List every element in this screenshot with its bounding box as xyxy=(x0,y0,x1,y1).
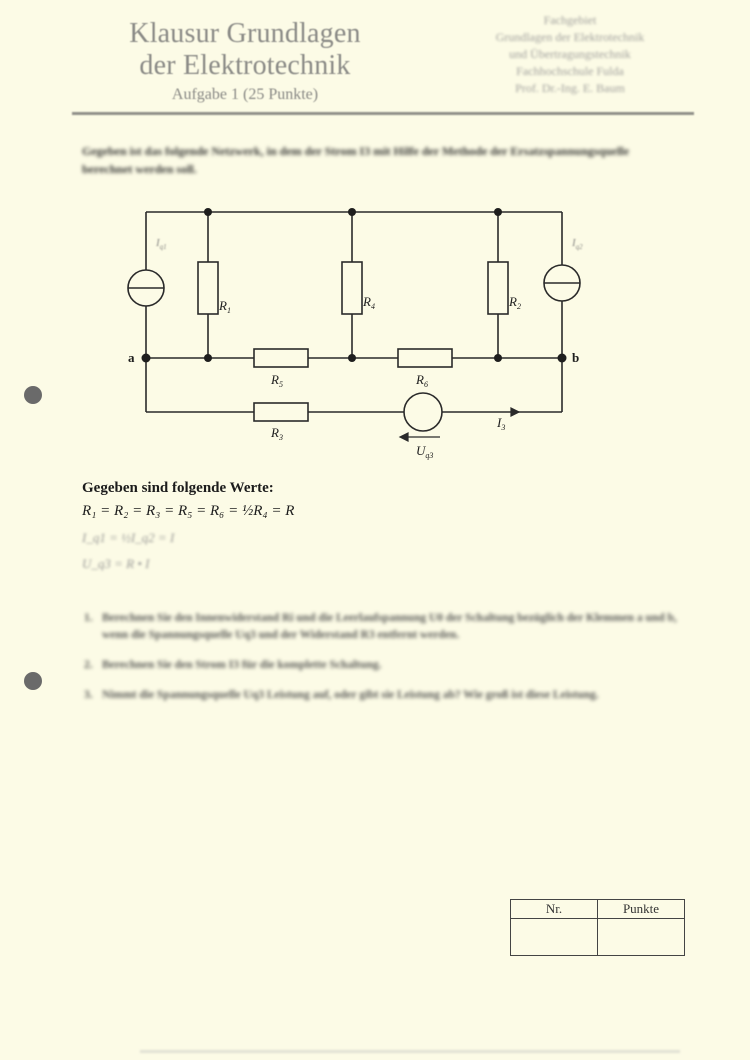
task-item xyxy=(84,610,684,644)
score-cell-points[interactable] xyxy=(598,919,685,956)
equation-voltage: U_q3 = R • I xyxy=(82,556,150,571)
department-line: Fachgebiet xyxy=(543,13,597,27)
resistor-r3 xyxy=(254,403,308,421)
exam-title-line1: Klausur Grundlagen xyxy=(129,18,361,49)
node-b-label: b xyxy=(572,350,580,365)
node-a-label: a xyxy=(128,350,135,365)
task-list xyxy=(84,610,684,717)
exam-title-line2: der Elektrotechnik xyxy=(139,50,351,81)
node-b-dot xyxy=(558,354,567,363)
label-r2: $R_2$ xyxy=(509,294,521,311)
label-iq2: $I_{q2}$ xyxy=(572,237,583,251)
header-divider xyxy=(72,112,694,115)
label-r5: $R_5$ xyxy=(271,372,283,389)
department-line: Fachhochschule Fulda xyxy=(516,64,624,78)
task-item xyxy=(84,657,684,674)
voltage-source-uq3 xyxy=(404,393,442,431)
label-r1: $R_1$ xyxy=(219,298,231,315)
label-r6: $R_6$ xyxy=(416,372,428,389)
resistor-r1 xyxy=(198,262,218,314)
task-number: 2. xyxy=(84,659,93,671)
label-r4: $R_4$ xyxy=(363,294,375,311)
resistor-r5 xyxy=(254,349,308,367)
punch-hole xyxy=(24,386,42,404)
task-points: Aufgabe 1 (25 Punkte) xyxy=(171,86,319,103)
task-text: Berechnen Sie den Strom I3 für die komplette Schaltung. xyxy=(102,659,382,671)
score-header-points: Punkte xyxy=(598,900,685,919)
node-a-dot xyxy=(142,354,151,363)
task-item xyxy=(84,687,684,704)
department-line: Grundlagen der Elektrotechnik xyxy=(495,30,645,44)
task-text: Berechnen Sie den Innenwiderstand Ri und die Leerlaufspannung U0 der Schaltung bezüglich der Klemmen a und b, wenn die Spannungsquelle Uq3 und der Widerstand R3 entfernt werden. xyxy=(102,612,677,641)
junction-dot xyxy=(348,208,356,216)
bottom-scan-stripe xyxy=(140,1050,680,1053)
resistor-r6 xyxy=(398,349,452,367)
department-line: Prof. Dr.-Ing. E. Baum xyxy=(515,81,625,95)
task-number: 1. xyxy=(84,612,93,624)
score-cell-nr[interactable] xyxy=(511,919,598,956)
label-uq3: $U_{q3}$ xyxy=(416,443,434,460)
junction-dot xyxy=(494,208,502,216)
label-r3: $R_3$ xyxy=(271,425,283,442)
label-iq1: $I_{q1}$ xyxy=(156,237,167,251)
score-header-nr: Nr. xyxy=(511,900,598,919)
task-number: 3. xyxy=(84,689,93,701)
department-block xyxy=(455,12,685,97)
junction-dot xyxy=(494,354,502,362)
task-text: Nimmt die Spannungsquelle Uq3 Leistung auf, oder gibt sie Leistung ab? Wie groß ist diese Leistung. xyxy=(102,689,599,701)
junction-dot xyxy=(204,208,212,216)
uq3-arrow-head xyxy=(400,433,408,441)
intro-text: Gegeben ist das folgende Netzwerk, in dem der Strom I3 mit Hilfe der Methode der Ersatzspannungsquelle berechnet werden soll. xyxy=(82,144,630,176)
given-values-title: Gegeben sind folgende Werte: xyxy=(82,480,274,496)
department-line: und Übertragungstechnik xyxy=(509,47,631,61)
junction-dot xyxy=(348,354,356,362)
punch-hole xyxy=(24,672,42,690)
exam-title-block xyxy=(100,18,390,106)
score-table xyxy=(510,899,685,956)
label-i3: $I_3$ xyxy=(497,415,506,432)
i3-arrow xyxy=(511,408,519,416)
junction-dot xyxy=(204,354,212,362)
resistor-r4 xyxy=(342,262,362,314)
equation-resistors: R₁ = R₂ = R₃ = R₅ = R₆ = ½R₄ = R xyxy=(82,503,295,519)
circuit-diagram xyxy=(0,195,750,475)
resistor-r2 xyxy=(488,262,508,314)
equation-currents: I_q1 = ½I_q2 = I xyxy=(82,530,175,545)
